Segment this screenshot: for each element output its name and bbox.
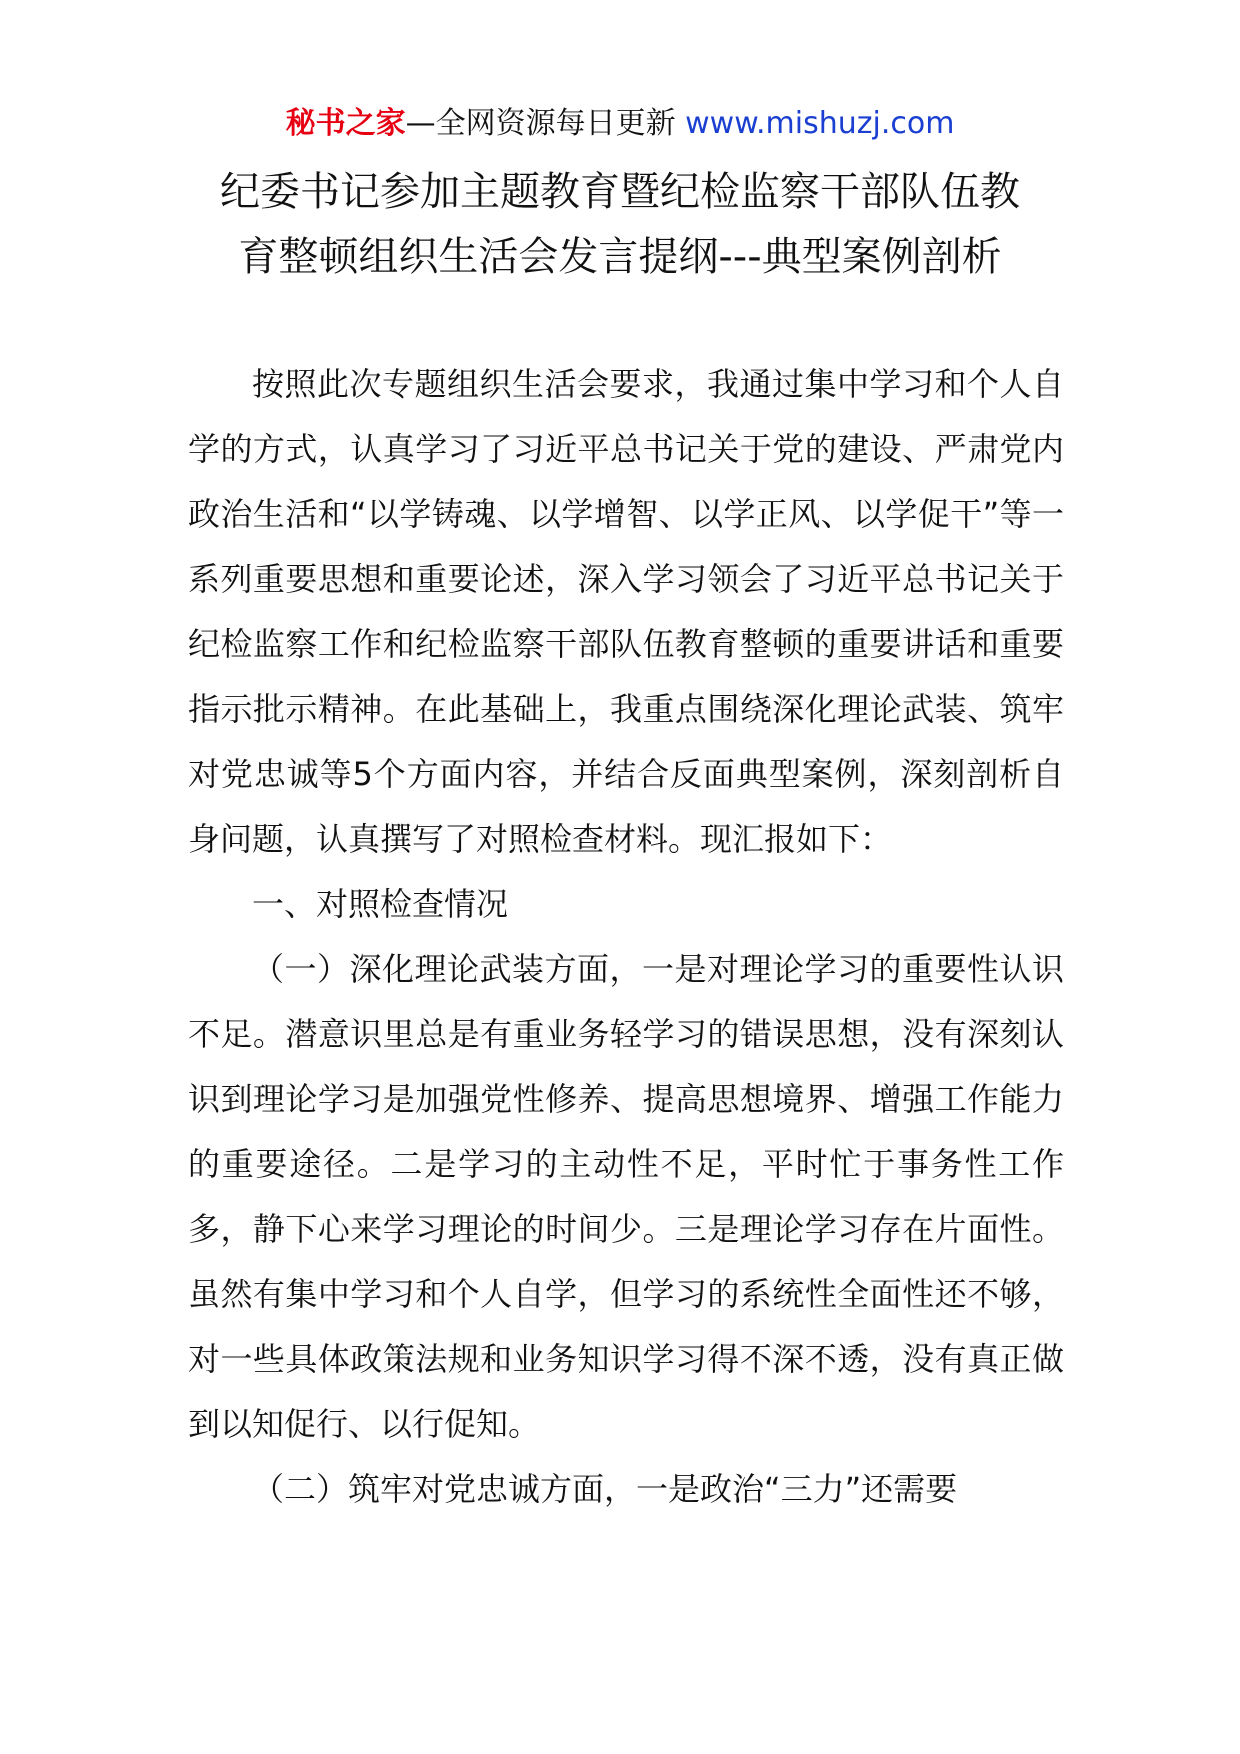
brand-name: 秘书之家 [285, 106, 406, 141]
title-line-2: 育整顿组织生活会发言提纲---典型案例剖析 [238, 234, 1002, 280]
paragraph-intro: 按照此次专题组织生活会要求，我通过集中学习和个人自学的方式，认真学习了习近平总书记关于党的建设、严肃党内政治生活和“以学铸魂、以学增智、以学正风、以学促干”等一系列重要思想和重要论述，深入学习领会了习近平总书记关于纪检监察工作和纪检监察干部队伍教育整顿的重要讲话和重要指示批示精神。在此基础上，我重点围绕深化理论武装、筑牢对党忠诚等5个方面内容，并结合反面典型案例，深刻剖析自身问题，认真撰写了对照检查材料。现汇报如下： [188, 365, 1064, 858]
site-url-link[interactable]: www.mishuzj.com [685, 106, 955, 141]
section-heading: 一、对照检查情况 [252, 885, 509, 923]
header-slogan: —全网资源每日更新 [405, 106, 676, 141]
document-body [188, 352, 1064, 1522]
paragraph-loyalty: （二）筑牢对党忠诚方面，一是政治“三力”还需要 [252, 1470, 958, 1508]
document-title [150, 160, 1090, 290]
title-line-1: 纪委书记参加主题教育暨纪检监察干部队伍教 [220, 169, 1020, 215]
site-header [0, 102, 1240, 146]
paragraph-theory: （一）深化理论武装方面，一是对理论学习的重要性认识不足。潜意识里总是有重业务轻学习的错误思想，没有深刻认识到理论学习是加强党性修养、提高思想境界、增强工作能力的重要途径。二是学习的主动性不足，平时忙于事务性工作多，静下心来学习理论的时间少。三是理论学习存在片面性。虽然有集中学习和个人自学，但学习的系统性全面性还不够，对一些具体政策法规和业务知识学习得不深不透，没有真正做到以知促行、以行促知。 [188, 950, 1064, 1443]
